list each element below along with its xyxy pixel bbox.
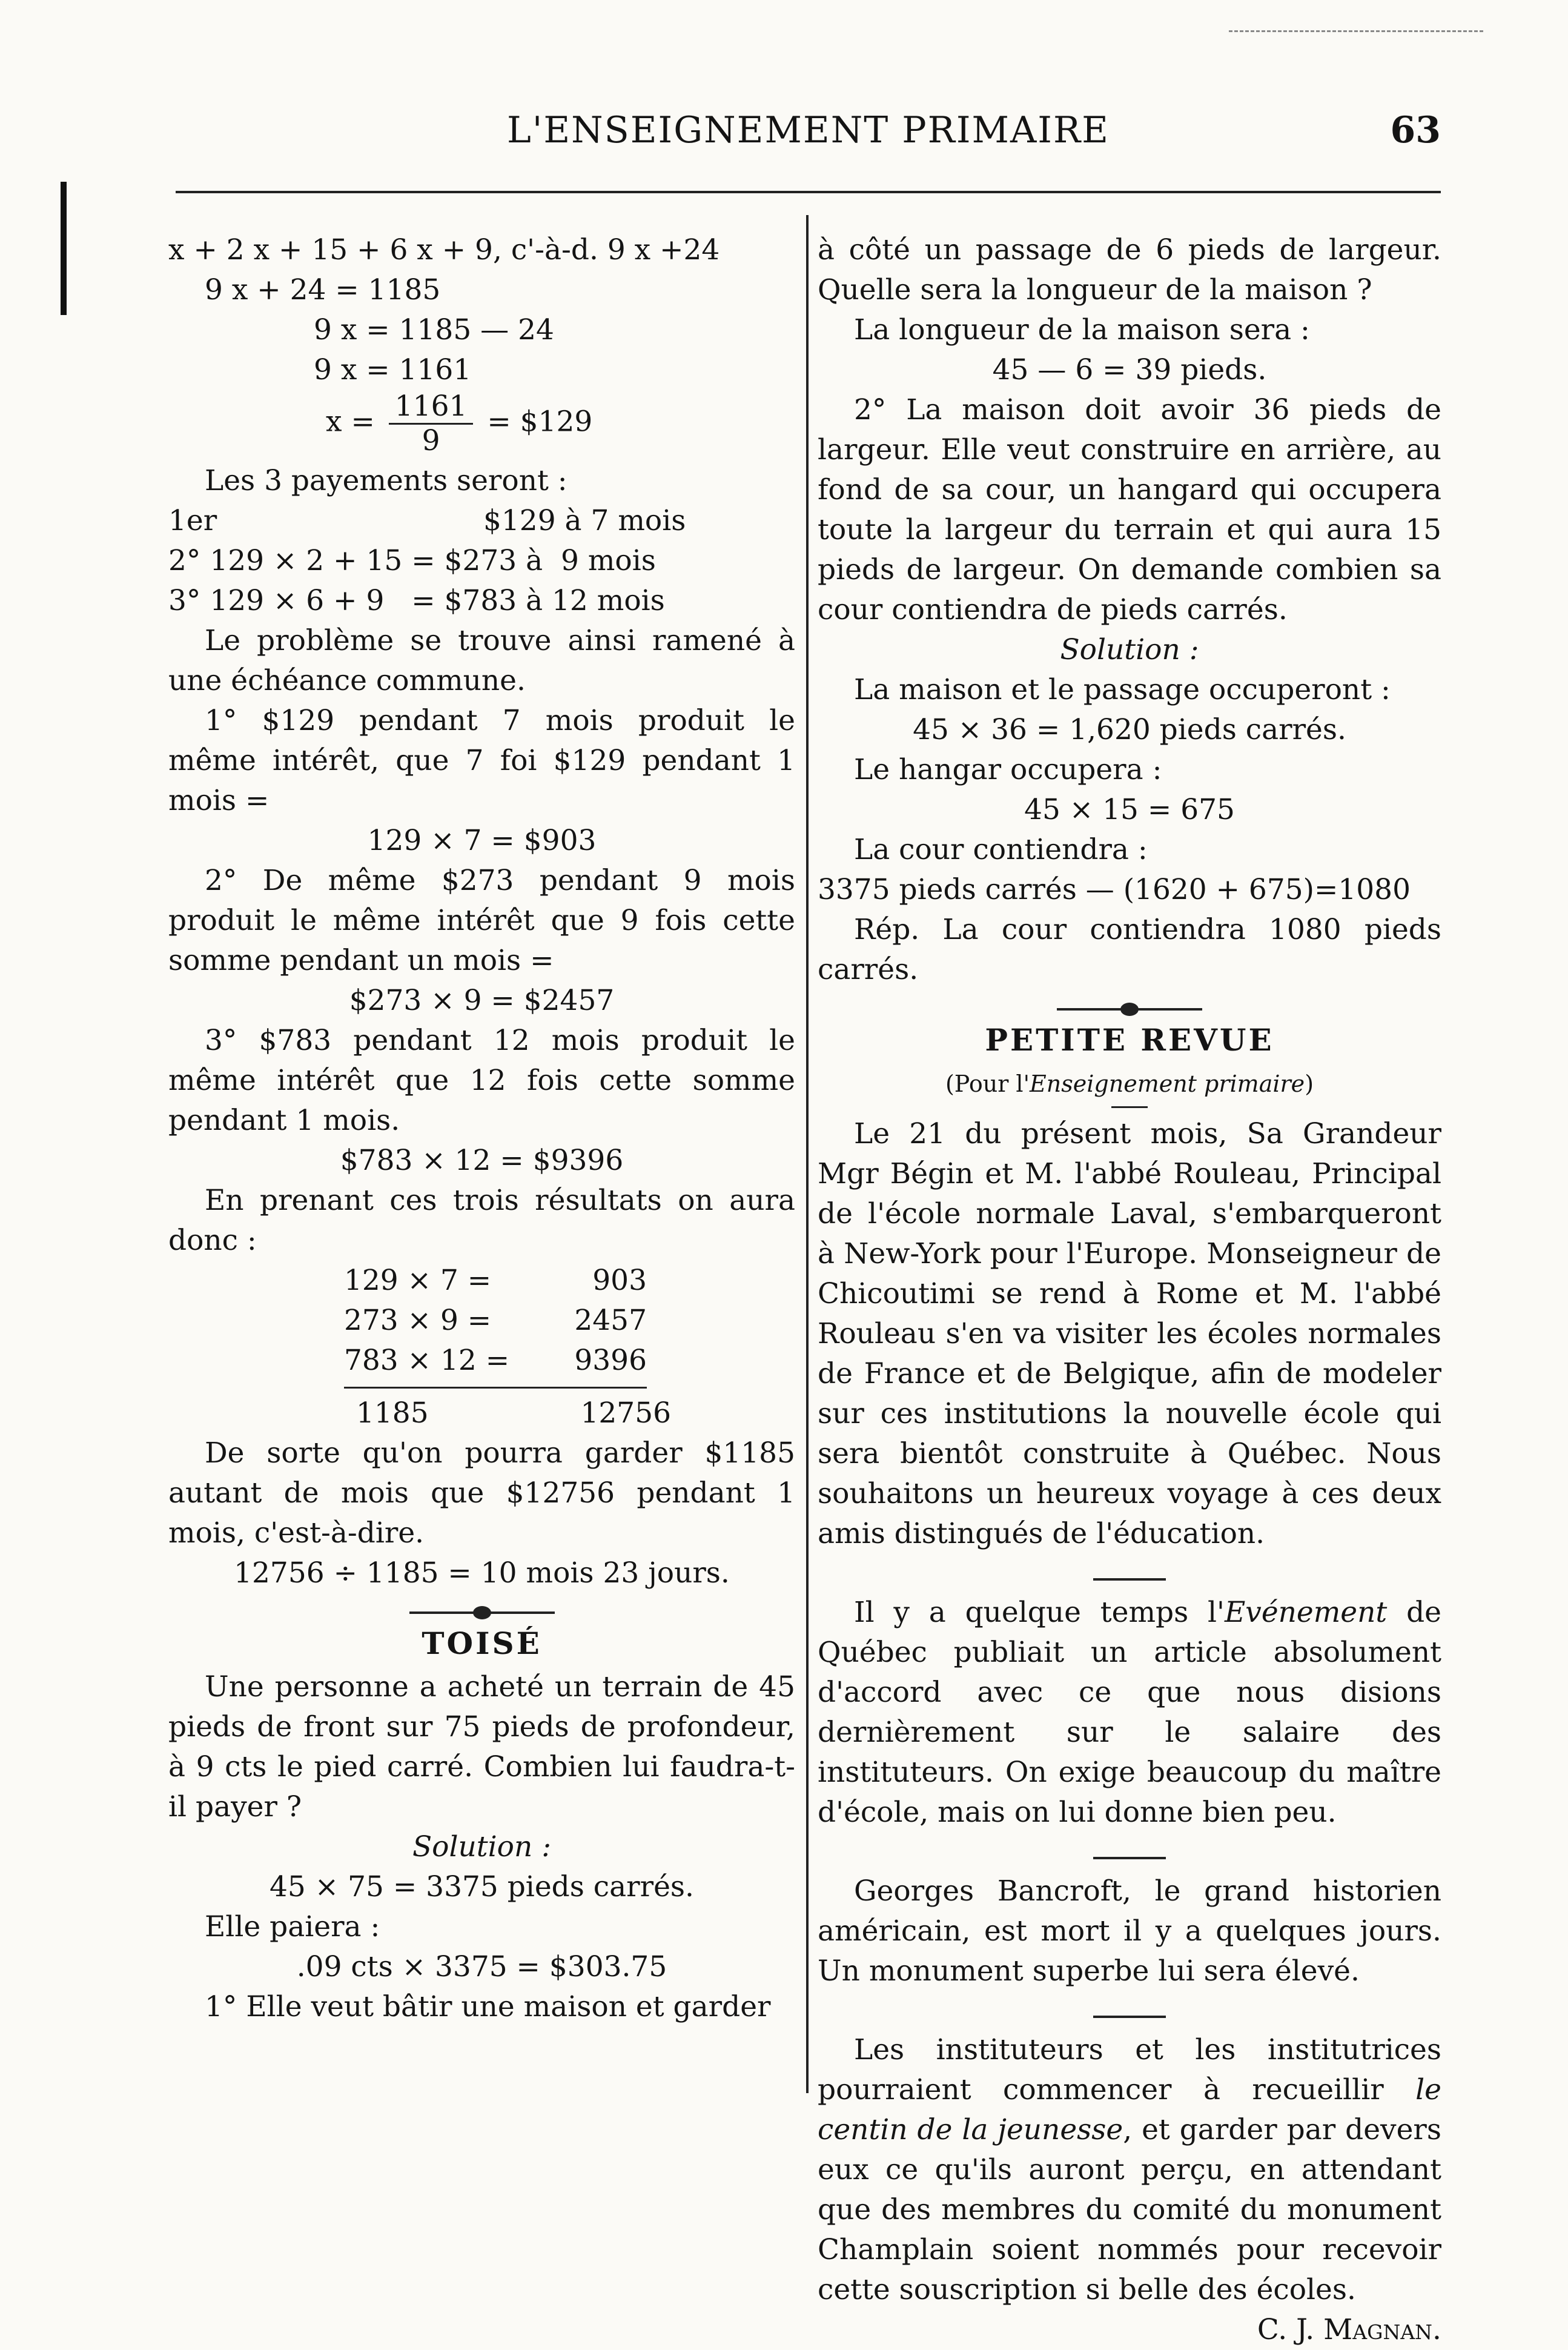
text-line: La longueur de la maison sera : [854, 313, 1310, 347]
fraction-equation [168, 390, 795, 457]
text-line: La cour contiendra : [854, 833, 1148, 866]
page-number: 63 [1390, 109, 1441, 151]
solution-label: Solution : [1060, 633, 1199, 666]
text-line: Elle paiera : [205, 1910, 380, 1943]
equation-line: 9 x = 1185 — 24 [314, 313, 554, 347]
paragraph: Le 21 du présent mois, Sa Grandeur Mgr Bégin et M. l'abbé Rouleau, Principal de l'école normale Laval, s'embarqueront à New-York pour l'Europe. Monseigneur de Chicoutimi se rend à Rome et M. l'abbé Rouleau s'en va visiter les écoles normales de France et de Belgique, afin de modeler sur ces institutions la nouvelle école qui sera bientôt construite à Québec. Nous souhaitons un heureux voyage à ces deux amis distingués de l'éducation. [818, 1117, 1441, 1550]
left-column [168, 230, 795, 2027]
page-header [176, 109, 1441, 164]
paragraph: Le problème se trouve ainsi ramené à une échéance commune. [168, 624, 795, 697]
subtitle-italic: Enseignement primaire [1030, 1070, 1305, 1097]
section-ornament [1057, 1008, 1202, 1011]
calculation: $783 × 12 = $9396 [340, 1144, 624, 1177]
margin-mark [61, 182, 67, 315]
text-line: La maison et le passage occuperont : [854, 673, 1391, 706]
paragraph: 3° $783 pendant 12 mois produit le même intérêt que 12 fois cette somme pendant 1 mois. [168, 1024, 795, 1137]
divider [1111, 1106, 1148, 1108]
results-value: 9396 [574, 1344, 647, 1377]
paragraph: Une personne a acheté un terrain de 45 pieds de front sur 75 pieds de profondeur, à 9 cts le pied carré. Combien lui faudra-t-il payer ? [168, 1670, 795, 1824]
paragraph-italic: le centin de la jeunesse [818, 2073, 1441, 2146]
right-column [818, 230, 1441, 2350]
fraction [389, 390, 474, 457]
paragraph-text: Il y a quelque temps l' [854, 1596, 1225, 1629]
text-line: Le hangar occupera : [854, 753, 1162, 786]
scan-artifact [1229, 30, 1483, 32]
results-table [168, 1261, 795, 1433]
divider [1093, 1857, 1166, 1859]
paragraph: Georges Bancroft, le grand historien américain, est mort il y a quelques jours. Un monument superbe lui sera élevé. [818, 1874, 1441, 1988]
fraction-denominator: 9 [422, 424, 440, 457]
column-divider [806, 215, 809, 2093]
fraction-numerator: 1161 [389, 390, 474, 425]
payment-value: $129 à 7 mois [483, 504, 686, 537]
paragraph-text: Les instituteurs et les institutrices pourraient commencer à recueillir [818, 2033, 1441, 2106]
calculation: .09 cts × 3375 = $303.75 [296, 1950, 667, 1983]
results-expr: 129 × 7 = [344, 1264, 492, 1297]
calculation: $273 × 9 = $2457 [349, 984, 615, 1017]
subtitle-text: ) [1305, 1070, 1314, 1097]
paragraph: En prenant ces trois résultats on aura donc : [168, 1184, 795, 1257]
calculation: 45 × 75 = 3375 pieds carrés. [270, 1870, 694, 1904]
paragraph: 1° Elle veut bâtir une maison et garder [205, 1990, 771, 2023]
fraction-lhs: x = [326, 405, 375, 439]
divider [1093, 1578, 1166, 1581]
solution-label: Solution : [412, 1830, 552, 1864]
header-rule [176, 191, 1441, 193]
results-value: 2457 [574, 1304, 647, 1337]
paragraph [818, 1593, 1441, 1833]
section-subtitle [818, 1064, 1441, 1104]
results-expr: 783 × 12 = [344, 1344, 510, 1377]
section-ornament [409, 1611, 555, 1614]
paragraph-text: , et garder par devers eux ce qu'ils auront perçu, en attendant que des membres du comité du monument Champlain soient nommés pour recevoir cette souscription si belle des écoles. [818, 2113, 1441, 2306]
signature: C. J. Magnan. [1257, 2313, 1441, 2346]
paragraph: 1° $129 pendant 7 mois produit le même intérêt, que 7 foi $129 pendant 1 mois = [168, 704, 795, 817]
payment-row [168, 501, 795, 541]
paragraph: 2° La maison doit avoir 36 pieds de largeur. Elle veut construire en arrière, au fond de sa cour, un hangard qui occupera toute la largeur du terrain et qui aura 15 pieds de largeur. On demande combien sa cour contiendra de pieds carrés. [818, 393, 1441, 626]
payment-label: 1er [168, 504, 217, 537]
running-title: L'ENSEIGNEMENT PRIMAIRE [507, 109, 1110, 151]
paragraph-text: de Québec publiait un article absolument d'accord avec ce que nous disions dernièrement sur le salaire des instituteurs. On exige beaucoup du maître d'école, mais on lui donne bien peu. [818, 1596, 1441, 1829]
calculation: 12756 ÷ 1185 = 10 mois 23 jours. [234, 1556, 730, 1590]
payment-row: 3° 129 × 6 + 9 = $783 à 12 mois [168, 584, 665, 617]
payment-row: 2° 129 × 2 + 15 = $273 à 9 mois [168, 544, 656, 577]
calculation: 129 × 7 = $903 [367, 824, 597, 857]
fraction-rhs: = $129 [487, 405, 593, 439]
calculation: 45 × 36 = 1,620 pieds carrés. [913, 713, 1346, 746]
paragraph: 2° De même $273 pendant 9 mois produit le même intérêt que 9 fois cette somme pendant un mois = [168, 864, 795, 977]
total-right: 12756 [580, 1396, 671, 1430]
divider [1093, 2016, 1166, 2018]
results-row [344, 1301, 795, 1341]
section-heading: PETITE REVUE [985, 1022, 1274, 1058]
paragraph: De sorte qu'on pourra garder $1185 autant de mois que $12756 pendant 1 mois, c'est-à-dire. [168, 1436, 795, 1550]
calculation: 45 × 15 = 675 [1024, 793, 1235, 826]
equation-line: 9 x + 24 = 1185 [205, 273, 441, 307]
results-expr: 273 × 9 = [344, 1304, 492, 1337]
subtitle-text: (Pour l' [945, 1070, 1030, 1097]
equation-line: x + 2 x + 15 + 6 x + 9, c'-à-d. 9 x +24 [168, 233, 720, 267]
results-totals [344, 1389, 795, 1433]
paragraph-italic: Evénement [1224, 1596, 1388, 1629]
calculation: 45 — 6 = 39 pieds. [992, 353, 1267, 387]
total-left: 1185 [356, 1396, 429, 1430]
equation-line: 9 x = 1161 [314, 353, 472, 387]
results-value: 903 [592, 1264, 647, 1297]
calculation: 3375 pieds carrés — (1620 + 675)=1080 [818, 873, 1411, 906]
results-row [344, 1341, 647, 1389]
paragraph: à côté un passage de 6 pieds de largeur. Quelle sera la longueur de la maison ? [818, 233, 1441, 307]
answer: Rép. La cour contiendra 1080 pieds carrés. [818, 913, 1441, 986]
text-line: Les 3 payements seront : [205, 464, 567, 497]
section-heading: TOISÉ [422, 1625, 542, 1661]
results-row [344, 1261, 795, 1301]
paragraph [818, 2030, 1441, 2310]
